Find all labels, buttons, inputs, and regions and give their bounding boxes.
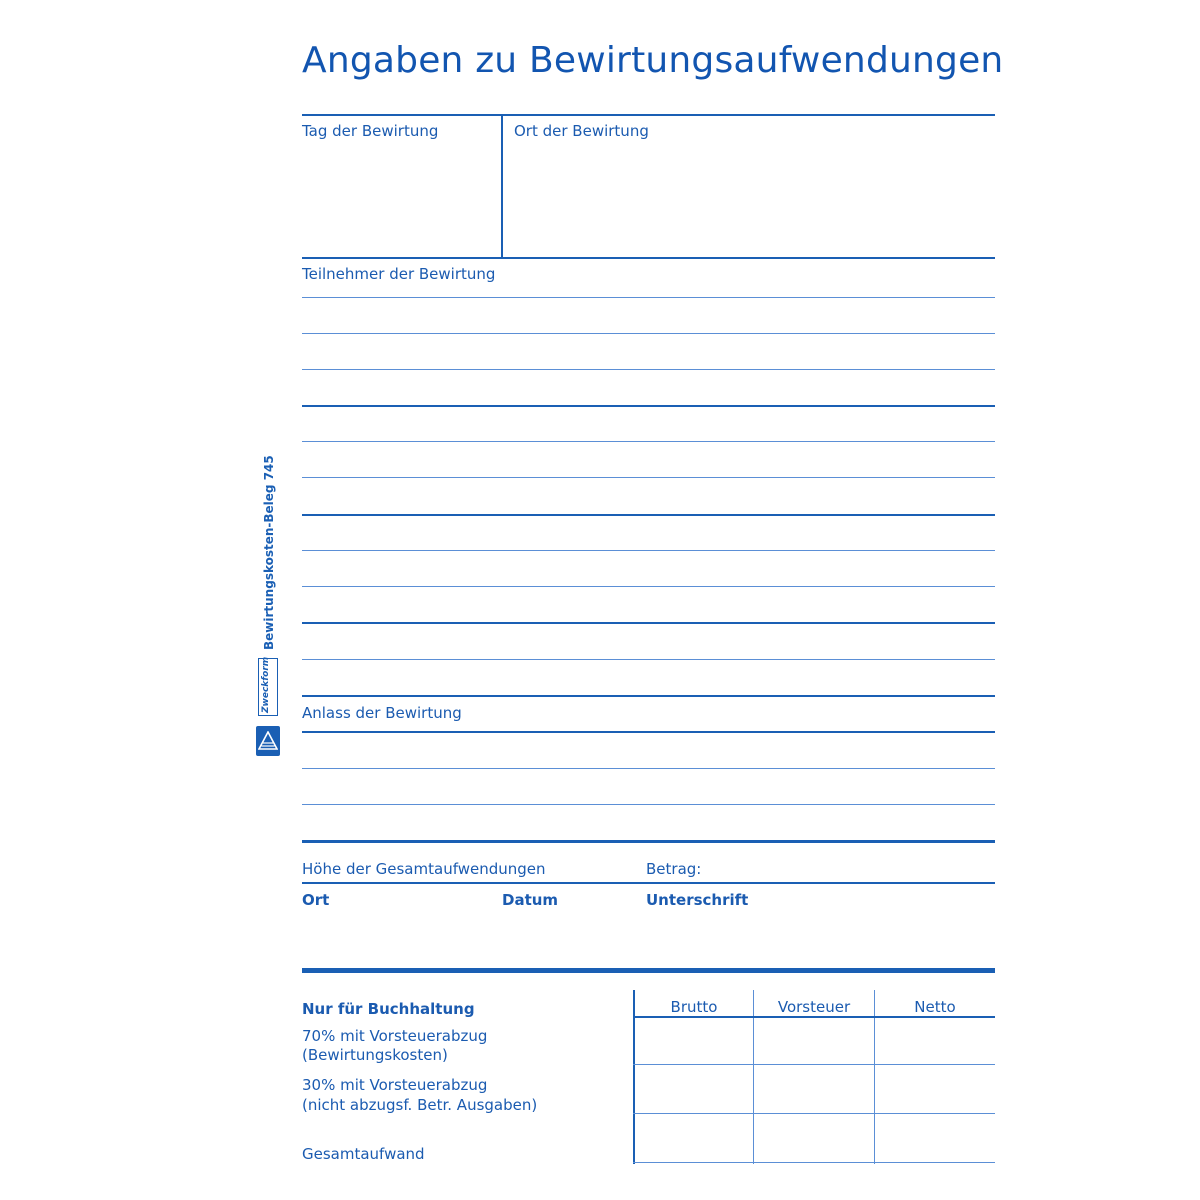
rule-after-teilnehmer [302,695,995,697]
row-30-line2: (nicht abzugsf. Betr. Ausgaben) [302,1096,538,1114]
cell-30-brutto[interactable] [636,1066,752,1112]
rule-top [302,114,995,116]
label-hoehe: Höhe der Gesamtaufwendungen [302,860,546,878]
cell-70-vorsteuer[interactable] [756,1019,872,1063]
cell-gesamt-vorsteuer[interactable] [756,1115,872,1161]
cell-gesamt-netto[interactable] [877,1115,993,1161]
rule-after-anlass [302,840,995,843]
teilnehmer-line[interactable] [302,477,995,478]
teilnehmer-line[interactable] [302,514,995,516]
rule-after-betrag [302,882,995,884]
accounting-heading: Nur für Buchhaltung [302,1000,475,1018]
teilnehmer-line[interactable] [302,405,995,407]
label-ort-bewirtung: Ort der Bewirtung [514,122,649,140]
table-row-rule [633,1113,995,1114]
column-vorsteuer: Vorsteuer [777,998,851,1016]
label-betrag: Betrag: [646,860,702,878]
row-70-line1: 70% mit Vorsteuerabzug [302,1027,488,1045]
avery-logo-icon [256,726,280,756]
anlass-line[interactable] [302,731,995,733]
rule-after-tag [302,257,995,259]
input-betrag[interactable] [700,856,993,880]
label-datum: Datum [502,891,559,909]
input-ort-bewirtung[interactable] [505,140,993,256]
table-header-rule [633,1016,995,1018]
label-anlass: Anlass der Bewirtung [302,704,462,722]
row-30-line1: 30% mit Vorsteuerabzug [302,1076,488,1094]
divider-tag-ort [501,114,503,258]
cell-70-brutto[interactable] [636,1019,752,1063]
teilnehmer-line[interactable] [302,369,995,370]
input-ort[interactable] [302,912,498,964]
brand-badge [258,658,278,716]
label-ort: Ort [302,891,330,909]
table-row-rule [633,1064,995,1065]
cell-30-vorsteuer[interactable] [756,1066,872,1112]
cell-gesamt-brutto[interactable] [636,1115,752,1161]
signature-field[interactable] [646,912,993,964]
teilnehmer-line[interactable] [302,586,995,587]
input-tag[interactable] [303,140,499,256]
table-bottom-rule [633,1162,995,1163]
teilnehmer-line[interactable] [302,333,995,334]
teilnehmer-line[interactable] [302,622,995,624]
anlass-line[interactable] [302,804,995,805]
teilnehmer-line[interactable] [302,550,995,551]
rule-accounting-top [302,968,995,973]
side-branding [256,455,286,760]
anlass-line[interactable] [302,768,995,769]
row-70-line2: (Bewirtungskosten) [302,1046,448,1064]
label-tag: Tag der Bewirtung [302,122,439,140]
form-name-vertical: Bewirtungskosten-Beleg 745 [262,455,276,650]
cell-30-netto[interactable] [877,1066,993,1112]
label-teilnehmer: Teilnehmer der Bewirtung [302,265,496,283]
label-unterschrift: Unterschrift [646,891,749,909]
brand-name: Zweckform [261,656,271,713]
column-netto: Netto [914,998,956,1016]
teilnehmer-line[interactable] [302,441,995,442]
cell-70-netto[interactable] [877,1019,993,1063]
column-brutto: Brutto [670,998,718,1016]
row-gesamt-label: Gesamtaufwand [302,1145,425,1163]
teilnehmer-line[interactable] [302,659,995,660]
teilnehmer-line[interactable] [302,297,995,298]
form-title: Angaben zu Bewirtungsaufwendungen [302,40,1004,81]
input-datum[interactable] [502,912,642,964]
